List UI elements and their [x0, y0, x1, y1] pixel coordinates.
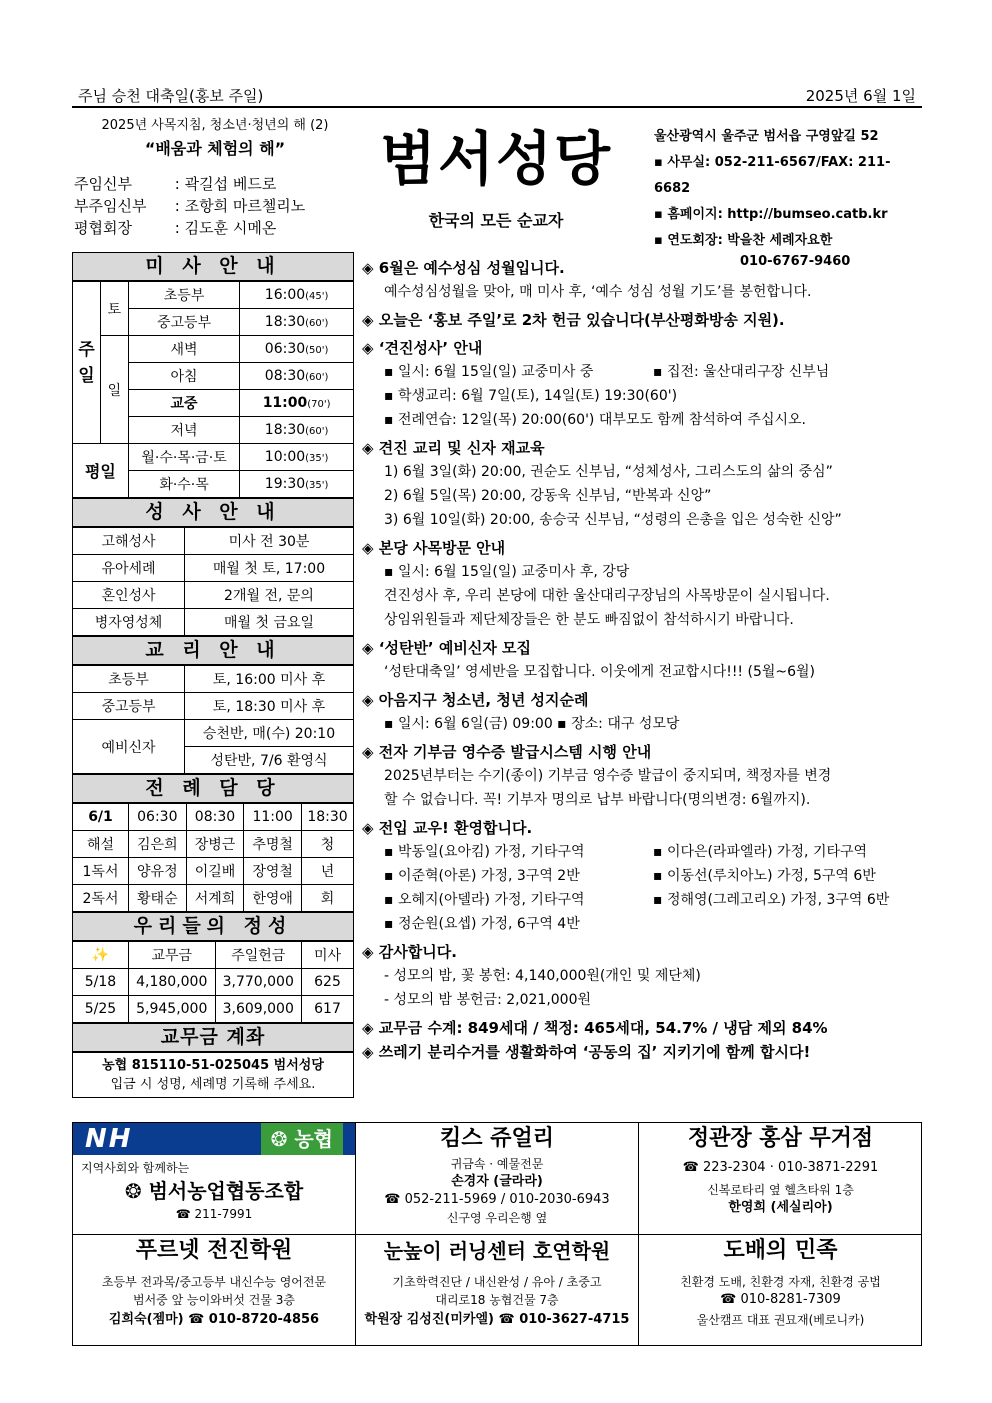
table-row [73, 969, 354, 996]
ad-line: 한영희 (세실리아) [728, 1200, 833, 1215]
notice-text: 견진성사 후, 우리 본당에 대한 울산대리구장님의 사목방문이 실시됩니다. [384, 588, 830, 604]
cell: 해설 [73, 831, 129, 858]
top-line [72, 84, 922, 108]
cell: 625 [302, 969, 354, 996]
table-row [73, 528, 354, 555]
mass-name: 중고등부 [128, 309, 239, 336]
cell: 주일헌금 [215, 942, 302, 969]
mass-name: 교중 [128, 390, 239, 417]
mass-time: 16:00(45') [240, 282, 354, 309]
table-row [73, 996, 354, 1023]
ad-purunet [73, 1235, 356, 1345]
notice-text: 3) 6월 10일(화) 20:00, 송승국 신부님, “성령의 은총을 입은 성숙한 신앙” [384, 512, 842, 528]
sunday-day-label: 일 [100, 336, 128, 444]
mass-name: 초등부 [128, 282, 239, 309]
staff-role: 주임신부 [74, 175, 132, 193]
staff-list [74, 173, 356, 239]
ad-line: 학원장 김성진(미카엘) ☎ 010-3627-4715 [364, 1312, 630, 1327]
cell: 회 [302, 885, 354, 912]
ad-line: ☎ 211-7991 [175, 1207, 253, 1221]
liturgy-title: 전 례 담 당 [72, 774, 354, 803]
sparkle-icon: ✨ [73, 942, 129, 969]
notice-text: - 성모의 밤, 꽃 봉헌: 4,140,000원(개인 및 제단체) [362, 964, 922, 988]
notice-text: ▪ 이다은(라파엘라) 가정, 기타구역 [653, 844, 868, 860]
nh-emblem-icon: ❂ [270, 1127, 295, 1151]
notice-text: ▪ 오혜지(아델라) 가정, 기타구역 [384, 892, 585, 908]
cell-value: 성탄반, 7/6 환영식 [185, 747, 354, 774]
notice-text: ▪ 이준혁(아론) 가정, 3구역 2반 [384, 868, 580, 884]
ad-line: ☎ 010-8281-7309 [720, 1292, 841, 1307]
notice-text: ▪ 일시: 6월 15일(일) 교중미사 중 [384, 364, 594, 380]
ad-jung-gwan-jang [639, 1123, 922, 1235]
notice-item [362, 436, 922, 532]
notice-heading: ◈ 아음지구 청소년, 청년 성지순례 [362, 688, 922, 712]
cell: 이길배 [186, 858, 244, 885]
sunday-label: 주일 [73, 282, 101, 444]
staff-row [74, 195, 356, 217]
cell-value: 매월 첫 토, 17:00 [185, 555, 354, 582]
church-name: 범서성당 [379, 125, 613, 193]
cell: 617 [302, 996, 354, 1023]
cell: 5,945,000 [129, 996, 216, 1023]
ads-grid [72, 1122, 922, 1346]
cell-value: 미사 전 30분 [185, 528, 354, 555]
staff-role: 평협회장 [74, 219, 132, 237]
staff-row [74, 173, 356, 195]
table-row [73, 693, 354, 720]
cell-value: 토, 18:30 미사 후 [185, 693, 354, 720]
cell: 1독서 [73, 858, 129, 885]
cell: 장영철 [244, 858, 302, 885]
cell: 한영애 [244, 885, 302, 912]
notice-text: 상임위원들과 제단체장들은 한 분도 빠짐없이 참석하시기 바랍니다. [384, 612, 794, 628]
cell-key: 유아세례 [73, 555, 185, 582]
cell: 청 [302, 831, 354, 858]
ad-dobae [639, 1235, 922, 1345]
sacrament-table [72, 527, 354, 636]
notice-item [362, 688, 922, 736]
notice-text: ▪ 일시: 6월 6일(금) 09:00 ▪ 장소: 대구 성모당 [362, 712, 922, 736]
year-theme: 2025년 사목지침, 청소년·청년의 해 (2) [101, 118, 329, 133]
ad-line: 귀금속 · 예물전문 [450, 1157, 544, 1171]
cell-key: 예비신자 [73, 720, 185, 774]
staff-name: : 곽길섭 베드로 [174, 175, 277, 193]
notice-heading: ◈ 쓰레기 분리수거를 생활화하여 ‘공동의 집’ 지키기에 함께 합시다! [362, 1040, 922, 1064]
table-row [73, 666, 354, 693]
ad-line: 초등부 전과목/중고등부 내신수능 영어전문 [101, 1275, 327, 1289]
homepage-link[interactable]: ▪ 홈페이지: http://bumseo.catb.kr [654, 202, 924, 228]
ad-line: 지역사회와 함께하는 [81, 1161, 190, 1175]
notice-heading: ◈ ‘성탄반’ 예비신자 모집 [362, 636, 922, 660]
ad-line: 손경자 (글라라) [451, 1174, 543, 1189]
issue-date: 2025년 6월 1일 [805, 87, 916, 105]
ad-kims-jewelry [356, 1123, 639, 1235]
notice-text: ▪ 집전: 울산대리구장 신부님 [653, 364, 830, 380]
cell: 양유정 [129, 858, 187, 885]
ad-line: 대리로18 농협건물 7층 [435, 1293, 559, 1307]
address: 울산광역시 울주군 범서읍 구영앞길 52 [654, 129, 879, 144]
header-right [654, 124, 924, 270]
ad-title: 푸르넷 전진학원 [135, 1238, 293, 1263]
ad-line: 범서중 앞 능이와버섯 건물 3층 [133, 1293, 295, 1307]
ad-line: 친환경 도배, 친환경 자재, 친환경 공법 [680, 1275, 881, 1289]
notice-heading: ◈ 오늘은 ‘홍보 주일’로 2차 헌금 있습니다(부산평화방송 지원). [362, 308, 922, 332]
mass-name: 월·수·목·금·토 [128, 444, 239, 471]
cell: 년 [302, 858, 354, 885]
weekday-label: 평일 [73, 444, 129, 498]
table-row [73, 555, 354, 582]
notice-item [362, 740, 922, 812]
cell: 06:30 [129, 804, 187, 831]
motto: “배움과 체험의 해” [144, 139, 286, 158]
cell: 미사 [302, 942, 354, 969]
cell: 6/1 [73, 804, 129, 831]
staff-role: 부주임신부 [74, 197, 147, 215]
notice-text: 2025년부터는 수기(종이) 기부금 영수증 발급이 중지되며, 책정자를 변경 [384, 768, 832, 784]
notice-item [362, 308, 922, 332]
saturday-label: 토 [100, 282, 128, 336]
notice-item [362, 1016, 922, 1040]
notice-heading: ◈ 전입 교우! 환영합니다. [362, 816, 922, 840]
notice-item [362, 256, 922, 304]
notice-text: ▪ 일시: 6월 15일(일) 교중미사 후, 강당 [362, 560, 922, 584]
ad-line: 신복로타리 옆 헬츠타워 1층 [707, 1183, 854, 1197]
offering-title: 우리들의 정성 [72, 912, 354, 941]
cell: 서계희 [186, 885, 244, 912]
notice-row [362, 840, 922, 864]
office-phone: ▪ 사무실: 052-211-6567/FAX: 211-6682 [654, 150, 924, 202]
notice-text: 1) 6월 3일(화) 20:00, 권순도 신부님, “성체성사, 그리스도의 삶의 중심” [384, 464, 833, 480]
ad-line: 기초학력진단 / 내신완성 / 유아 / 초중고 [392, 1275, 602, 1289]
mass-time: 06:30(50') [240, 336, 354, 363]
table-row [73, 804, 354, 831]
cell: 11:00 [244, 804, 302, 831]
cell: 2독서 [73, 885, 129, 912]
mass-name: 저녁 [128, 417, 239, 444]
staff-name: : 조항희 마르첼리노 [174, 197, 306, 215]
mass-name: 화·수·목 [128, 471, 239, 498]
notice-heading: ◈ 견진 교리 및 신자 재교육 [362, 436, 922, 460]
left-column [72, 252, 354, 1098]
notice-row [362, 864, 922, 888]
account-note: 입금 시 성명, 세례명 기록해 주세요. [110, 1077, 316, 1092]
cell: 5/25 [73, 996, 129, 1023]
notice-text: 할 수 없습니다. 꼭! 기부자 명의로 납부 바랍니다(명의변경: 6월까지). [384, 792, 811, 808]
table-row [73, 609, 354, 636]
feast-name: 주님 승천 대축일(홍보 주일) [78, 87, 264, 105]
staff-name: : 김도훈 시메온 [174, 219, 277, 237]
cell: 18:30 [302, 804, 354, 831]
notice-heading: ◈ 감사합니다. [362, 940, 922, 964]
mass-name: 새벽 [128, 336, 239, 363]
cell: 장병근 [186, 831, 244, 858]
mass-name: 아침 [128, 363, 239, 390]
table-row [73, 720, 354, 747]
cell: 추명철 [244, 831, 302, 858]
notice-item [362, 1040, 922, 1064]
notice-text: 2) 6월 5일(목) 20:00, 강동욱 신부님, “반복과 신앙” [384, 488, 712, 504]
cell: 08:30 [186, 804, 244, 831]
cell-key: 초등부 [73, 666, 185, 693]
table-row [73, 444, 354, 471]
notice-text: ▪ 정순원(요셉) 가정, 6구역 4반 [384, 916, 580, 932]
ad-nunnopi [356, 1235, 639, 1345]
notice-heading: ◈ 6월은 예수성심 성월입니다. [362, 256, 922, 280]
notice-text: ‘성탄대축일’ 영세반을 모집합니다. 이웃에게 전교합시다!!! (5월~6월) [384, 664, 816, 680]
staff-row [74, 217, 356, 239]
notice-heading: ◈ 전자 기부금 영수증 발급시스템 시행 안내 [362, 740, 922, 764]
notice-text: - 성모의 밤 봉헌금: 2,021,000원 [362, 988, 922, 1012]
ad-title: ❂ 범서농업협동조합 [124, 1179, 304, 1203]
cell: 3,609,000 [215, 996, 302, 1023]
ad-title: 도배의 민족 [723, 1238, 838, 1263]
notice-item [362, 940, 922, 1012]
ad-line: 울산캠프 대표 권묘재(베로니카) [696, 1313, 865, 1327]
cell: 5/18 [73, 969, 129, 996]
ad-title: 킴스 쥬얼리 [440, 1126, 554, 1151]
header-left [74, 114, 356, 239]
notice-text: ▪ 전례연습: 12일(목) 20:00(60') 대부모도 함께 참석하여 주십시오. [362, 408, 922, 432]
catechism-table [72, 665, 354, 774]
ad-title: 정관장 홍삼 무거점 [687, 1126, 874, 1151]
cell-key: 중고등부 [73, 693, 185, 720]
notice-item [362, 536, 922, 632]
notice-heading: ◈ ‘견진성사’ 안내 [362, 336, 922, 360]
nh-logo-bar [73, 1123, 355, 1155]
cell-key: 혼인성사 [73, 582, 185, 609]
notice-row [362, 888, 922, 912]
offering-table [72, 941, 354, 1023]
ad-line: ☎ 052-211-5969 / 010-2030-6943 [384, 1192, 610, 1207]
cell: 3,770,000 [215, 969, 302, 996]
mass-time: 18:30(60') [240, 309, 354, 336]
ad-line: 김희숙(젬마) ☎ 010-8720-4856 [108, 1312, 320, 1327]
cell-value: 매월 첫 금요일 [185, 609, 354, 636]
patron: 한국의 모든 순교자 [428, 211, 564, 230]
mass-table [72, 281, 354, 498]
ad-line: 신구영 우리은행 옆 [446, 1211, 548, 1225]
notice-item [362, 636, 922, 684]
nh-logo: NH [85, 1124, 133, 1154]
notice-item [362, 336, 922, 432]
table-row [73, 942, 354, 969]
table-row [73, 336, 354, 363]
notice-text: ▪ 이동선(루치아노) 가정, 5구역 6반 [653, 868, 876, 884]
mass-time: 18:30(60') [240, 417, 354, 444]
funeral-contact: ▪ 연도회장: 박을찬 세례자요한 [654, 228, 924, 254]
mass-time: 10:00(35') [240, 444, 354, 471]
cell: 황태순 [129, 885, 187, 912]
cell-value: 2개월 전, 문의 [185, 582, 354, 609]
nh-emblem-icon: ❂ [124, 1179, 149, 1203]
notice-text: ▪ 박동일(요아킴) 가정, 기타구역 [384, 844, 585, 860]
notice-text: ▪ 정해영(그레고리오) 가정, 3구역 6반 [653, 892, 890, 908]
catechism-title: 교 리 안 내 [72, 636, 354, 665]
account-title: 교무금 계좌 [72, 1023, 354, 1052]
notices-column [362, 256, 922, 1064]
mass-time: 19:30(35') [240, 471, 354, 498]
ad-title: 눈높이 러닝센터 호연학원 [383, 1239, 611, 1263]
table-row [73, 582, 354, 609]
cell: 4,180,000 [129, 969, 216, 996]
notice-text: ▪ 학생교리: 6월 7일(토), 14일(토) 19:30(60') [362, 384, 922, 408]
cell-key: 고해성사 [73, 528, 185, 555]
notice-row [362, 360, 922, 384]
mass-time: 08:30(60') [240, 363, 354, 390]
table-row [73, 831, 354, 858]
table-row [73, 858, 354, 885]
table-row [73, 885, 354, 912]
table-row [73, 282, 354, 309]
mass-time: 11:00(70') [240, 390, 354, 417]
notice-item [362, 816, 922, 936]
notice-text: 예수성심성월을 맞아, 매 미사 후, ‘예수 성심 성월 기도’를 봉헌합니다. [384, 284, 812, 300]
sacrament-title: 성 사 안 내 [72, 498, 354, 527]
cell-value: 토, 16:00 미사 후 [185, 666, 354, 693]
cell: 김은희 [129, 831, 187, 858]
notice-heading: ◈ 본당 사목방문 안내 [362, 536, 922, 560]
cell-key: 병자영성체 [73, 609, 185, 636]
funeral-phone: 010-6767-9460 [740, 254, 851, 269]
notice-heading: ◈ 교무금 수계: 849세대 / 책정: 465세대, 54.7% / 냉담 제외 84% [362, 1016, 922, 1040]
nh-right-logo: ❂ 농협 [261, 1123, 343, 1155]
cell-value: 승천반, 매(수) 20:10 [185, 720, 354, 747]
liturgy-table [72, 803, 354, 912]
account-box [72, 1052, 354, 1098]
cell: 교무금 [129, 942, 216, 969]
account-number: 농협 815110-51-025045 범서성당 [102, 1058, 324, 1073]
ad-nh-bank [73, 1123, 356, 1235]
mass-title: 미 사 안 내 [72, 252, 354, 281]
ad-line: ☎ 223-2304 · 010-3871-2291 [682, 1160, 879, 1175]
